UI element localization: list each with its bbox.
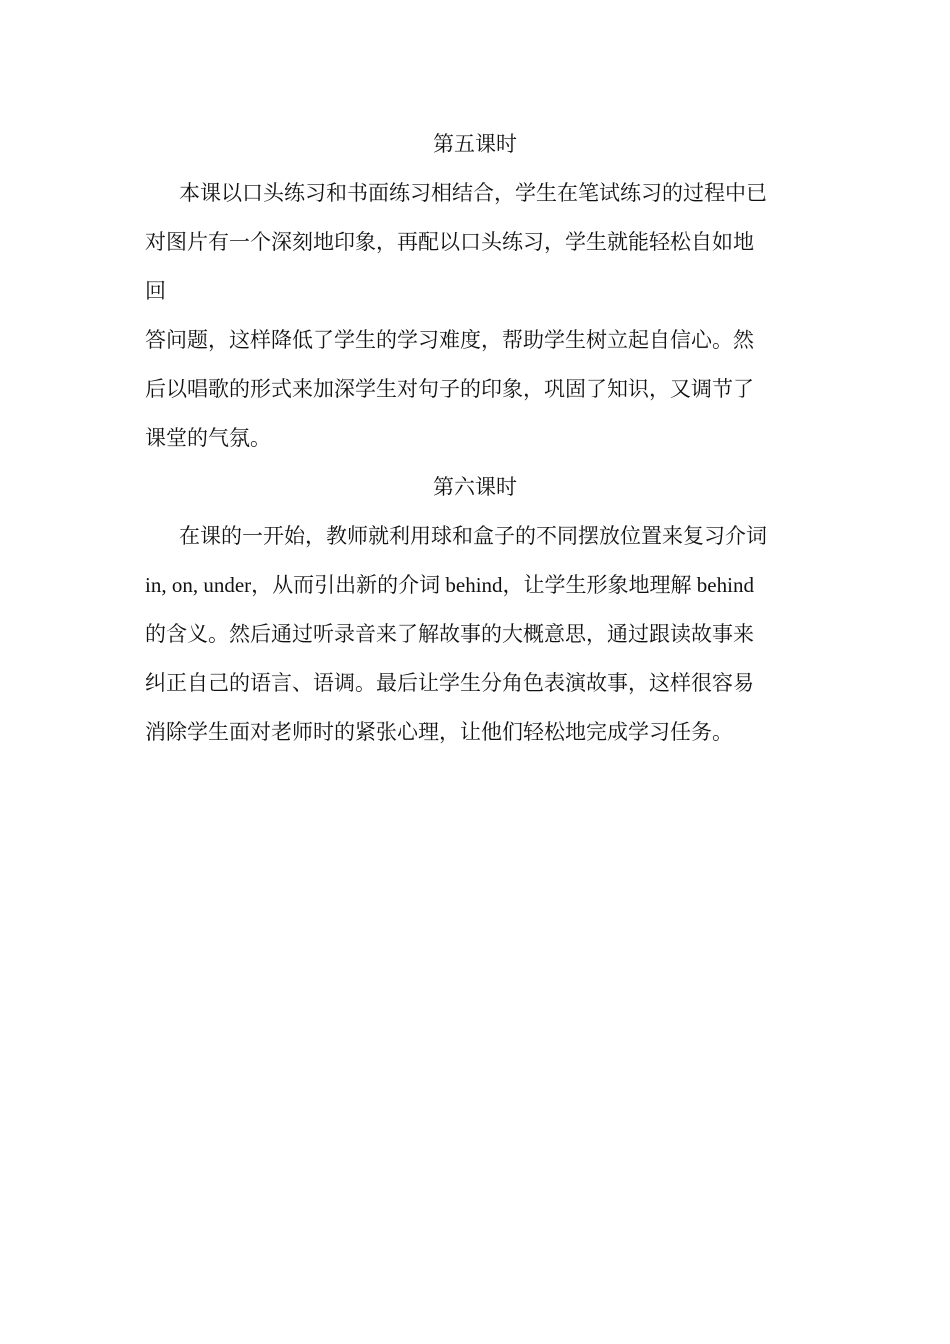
paragraph-line: in, on, under，从而引出新的介词 behind，让学生形象地理解 behind	[145, 573, 754, 597]
document-body	[145, 120, 805, 757]
paragraph-line: 消除学生面对老师时的紧张心理，让他们轻松地完成学习任务。	[145, 720, 733, 744]
paragraph-line: 本课以口头练习和书面练习相结合，学生在笔试练习的过程中已	[179, 181, 767, 205]
section-heading-lesson-5: 第五课时	[433, 132, 517, 156]
section-heading-lesson-6: 第六课时	[433, 475, 517, 499]
paragraph-line: 后以唱歌的形式来加深学生对句子的印象，巩固了知识，又调节了	[145, 377, 754, 401]
paragraph-line: 回	[145, 279, 166, 303]
paragraph-line: 在课的一开始，教师就利用球和盒子的不同摆放位置来复习介词	[179, 524, 767, 548]
paragraph-line: 的含义。然后通过听录音来了解故事的大概意思，通过跟读故事来	[145, 622, 754, 646]
paragraph-line: 纠正自己的语言、语调。最后让学生分角色表演故事，这样很容易	[145, 671, 754, 695]
paragraph-line: 对图片有一个深刻地印象，再配以口头练习，学生就能轻松自如地	[145, 230, 754, 254]
paragraph-line: 答问题，这样降低了学生的学习难度，帮助学生树立起自信心。然	[145, 328, 754, 352]
paragraph-line: 课堂的气氛。	[145, 426, 271, 450]
